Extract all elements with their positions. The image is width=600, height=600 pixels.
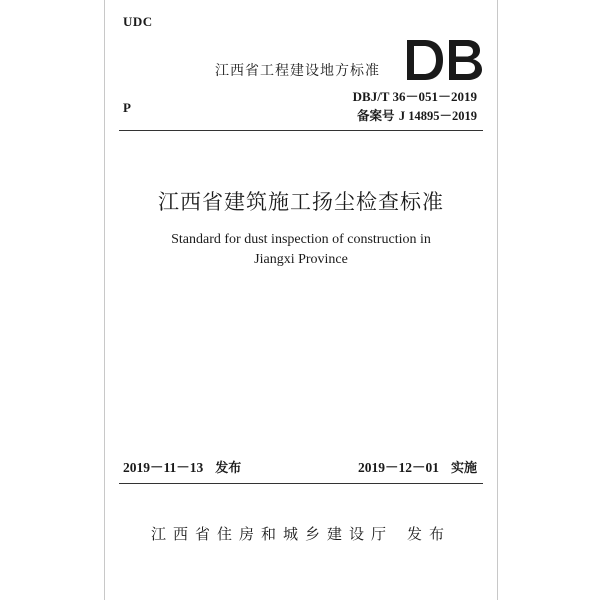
standard-cover [104, 0, 498, 600]
issuer-line [105, 523, 497, 544]
record-number-value: J 14895－2019 [398, 109, 477, 123]
issue-date-row [123, 456, 241, 476]
db-logo-icon [405, 38, 485, 82]
title-english [125, 230, 477, 270]
title-english-line-2: Jiangxi Province [254, 252, 348, 267]
title-english-line-1: Standard for dust inspection of construction in [171, 232, 431, 247]
issue-label: 发布 [215, 461, 242, 476]
udc-label: UDC [123, 14, 153, 29]
record-number [357, 106, 477, 124]
issue-date: 2019－11－13 [123, 460, 204, 475]
implement-date-row [358, 456, 477, 476]
standard-number: DBJ/T 36－051－2019 [352, 89, 477, 104]
category-code: P [123, 100, 131, 115]
issuer-action: 发布 [407, 525, 452, 543]
standard-type-label: 江西省工程建设地方标准 [215, 63, 380, 79]
implement-label: 实施 [450, 461, 477, 476]
record-prefix: 备案号 [356, 108, 395, 123]
implement-date: 2019－12－01 [357, 460, 439, 475]
bottom-divider [119, 483, 483, 484]
top-divider [119, 130, 483, 131]
issuer-name: 江西省住房和城乡建设厅 [150, 525, 393, 543]
title-chinese: 江西省建筑施工扬尘检查标准 [158, 190, 444, 214]
